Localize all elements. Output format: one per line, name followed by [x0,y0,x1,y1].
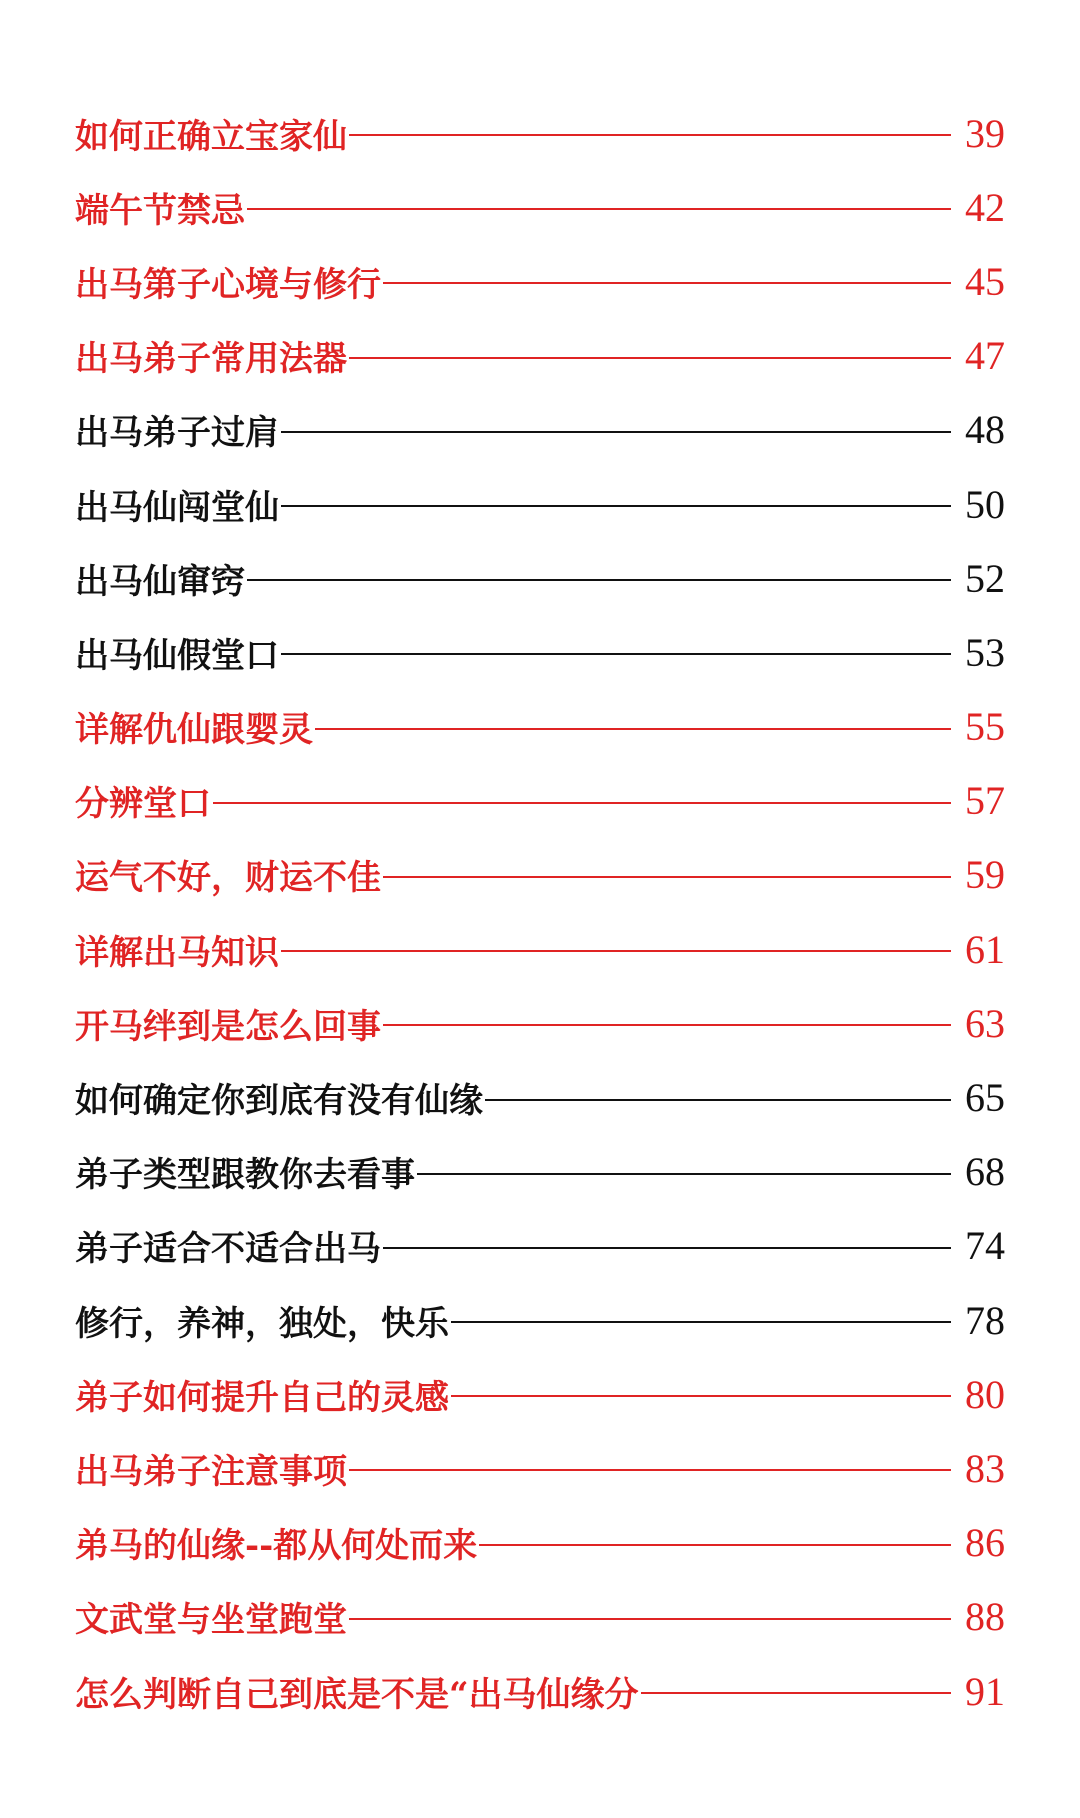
toc-entry-page: 47 [965,333,1005,379]
toc-entry-title: 弟子类型跟教你去看事 [75,1155,415,1196]
toc-entry [75,393,1005,467]
toc-entry-title: 出马弟子过肩 [75,413,279,454]
toc-entry-page: 48 [965,407,1005,453]
toc-entry-page: 50 [965,481,1005,527]
toc-entry-page: 57 [965,778,1005,824]
toc-entry-page: 63 [965,1000,1005,1046]
toc-entry-page: 83 [965,1445,1005,1491]
toc-entry-page: 65 [965,1075,1005,1121]
toc-leader-line [383,282,951,284]
toc-entry-page: 45 [965,258,1005,304]
toc-entry-title: 文武堂与坐堂跑堂 [75,1600,347,1641]
toc-leader-line [451,1321,951,1323]
toc-entry-page: 86 [965,1520,1005,1566]
toc-entry-title: 如何正确立宝家仙 [75,116,347,157]
toc-entry-title: 弟马的仙缘--都从何处而来 [75,1526,478,1567]
toc-entry-title: 出马仙假堂口 [75,635,279,676]
toc-entry-title: 分辨堂口 [75,784,211,825]
toc-entry-title: 弟子适合不适合出马 [75,1229,381,1270]
toc-entry [75,1060,1005,1134]
toc-entry-title: 详解仇仙跟婴灵 [75,710,313,751]
toc-leader-line [281,505,951,507]
toc-entry-page: 59 [965,852,1005,898]
toc-leader-line [383,1247,951,1249]
toc-entry [75,96,1005,170]
toc-leader-line [349,134,951,136]
toc-entry [75,838,1005,912]
toc-entry-page: 61 [965,926,1005,972]
toc-entry-title: 出马仙闯堂仙 [75,487,279,528]
toc-entry [75,1431,1005,1505]
toc-entry-title: 如何确定你到底有没有仙缘 [75,1081,483,1122]
toc-entry-page: 42 [965,184,1005,230]
toc-entry [75,1580,1005,1654]
toc-leader-line [247,208,951,210]
toc-leader-line [641,1692,951,1694]
toc-entry [75,1209,1005,1283]
toc-entry [75,467,1005,541]
toc-entry-title: 弟子如何提升自己的灵感 [75,1377,449,1418]
toc-leader-line [417,1173,951,1175]
toc-entry [75,912,1005,986]
toc-entry-page: 80 [965,1371,1005,1417]
toc-leader-line [349,1618,951,1620]
toc-entry-title: 开马绊到是怎么回事 [75,1006,381,1047]
toc-entry [75,1357,1005,1431]
toc-entry [75,170,1005,244]
toc-entry-title: 出马弟子注意事项 [75,1451,347,1492]
toc-entry [75,541,1005,615]
toc-leader-line [281,653,951,655]
toc-entry [75,319,1005,393]
toc-entry [75,690,1005,764]
toc-leader-line [479,1544,951,1546]
toc-leader-line [247,579,951,581]
toc-leader-line [383,876,951,878]
toc-entry-page: 53 [965,629,1005,675]
table-of-contents [75,96,1005,1728]
toc-leader-line [349,1469,951,1471]
toc-leader-line [213,802,951,804]
toc-entry-title: 出马仙窜窍 [75,561,245,602]
toc-entry-page: 78 [965,1297,1005,1343]
toc-entry [75,1654,1005,1728]
toc-entry [75,1283,1005,1357]
toc-leader-line [349,357,951,359]
toc-leader-line [451,1395,951,1397]
toc-entry-title: 修行，养神，独处，快乐 [75,1303,449,1344]
toc-leader-line [281,950,951,952]
toc-entry-page: 39 [965,110,1005,156]
toc-entry [75,615,1005,689]
toc-entry-page: 52 [965,555,1005,601]
toc-entry-title: 运气不好，财运不佳 [75,858,381,899]
toc-entry-title: 端午节禁忌 [75,190,245,231]
toc-entry-page: 91 [965,1668,1005,1714]
toc-leader-line [315,728,951,730]
toc-entry [75,244,1005,318]
toc-entry-page: 68 [965,1149,1005,1195]
toc-entry-title: 怎么判断自己到底是不是“出马仙缘分 [75,1674,639,1715]
toc-leader-line [485,1099,951,1101]
toc-leader-line [281,431,951,433]
toc-entry-title: 出马弟子常用法器 [75,339,347,380]
toc-entry-title: 出马第子心境与修行 [75,264,381,305]
toc-entry-page: 74 [965,1223,1005,1269]
toc-entry-page: 88 [965,1594,1005,1640]
toc-entry [75,1506,1005,1580]
toc-entry-title: 详解出马知识 [75,932,279,973]
toc-leader-line [383,1024,951,1026]
toc-entry [75,986,1005,1060]
toc-entry [75,764,1005,838]
toc-entry-page: 55 [965,704,1005,750]
toc-entry [75,1135,1005,1209]
